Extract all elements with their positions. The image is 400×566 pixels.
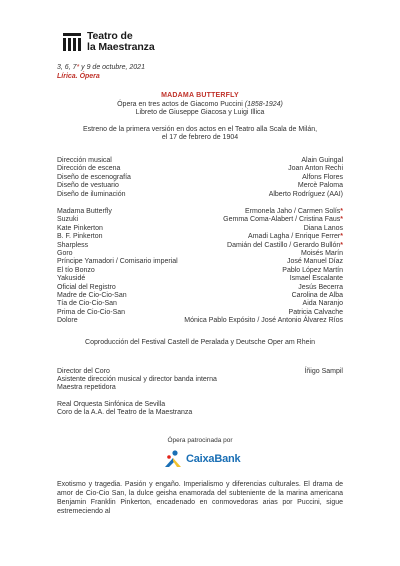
list-item: Príncipe Yamadori / Comisario imperial José Manuel Díaz <box>57 258 343 266</box>
list-item: Tía de Cio-Cio-San Aida Naranjo <box>57 300 343 308</box>
performance-dates: 3, 6, 7* y 9 de octubre, 2021 <box>57 64 145 71</box>
orchestra-name: Real Orquesta Sinfónica de Sevilla <box>57 401 166 408</box>
list-item: Prima de Cio-Cio-San Patricia Calvache <box>57 308 343 316</box>
premiere-date: el 17 de febrero de 1904 <box>161 134 239 141</box>
coproduction-note: Coproducción del Festival Castell de Peralada y Deutsche Oper am Rhein <box>85 339 315 346</box>
sponsor-label: Ópera patrocinada por <box>167 437 233 444</box>
list-item: Dolore Mónica Pablo Expósito / José Antonio Álvarez Ríos <box>57 317 343 325</box>
list-item: El tío Bonzo Pablo López Martín <box>57 266 343 274</box>
theatre-name: Teatro de la Maestranza <box>87 30 155 53</box>
list-item: Madre de Cio-Cio-San Carolina de Alba <box>57 291 343 299</box>
caixabank-wordmark: CaixaBank <box>186 453 241 465</box>
list-item: Dirección de escena Joan Anton Rechi <box>57 165 343 173</box>
credits-list <box>57 157 343 199</box>
list-item: Diseño de iluminación Alberto Rodríguez (AAI) <box>57 190 343 198</box>
assistant-director-label: Asistente dirección musical y director banda interna <box>57 376 217 383</box>
list-item: Suzuki Gemma Coma-Alabert / Cristina Faus* <box>57 216 343 224</box>
caixabank-star-icon <box>162 449 184 469</box>
list-item: Madama Butterfly Ermonela Jaho / Carmen Solís* <box>57 208 343 215</box>
description-paragraph: Exotismo y tragedia. Pasión y engaño. Imperialismo y diferencias culturales. El drama de amor de Cio-Cio San, la dulce geisha enamorada del subteniente de la marina americana Benjamin Franklin Pinkerton, encadenado en conmovedoras arias por Puccini, sigue estremeciendo al <box>57 481 343 515</box>
opera-title: MADAMA BUTTERFLY <box>161 92 239 99</box>
list-item: Sharpless Damián del Castillo / Gerardo Bullón* <box>57 241 343 249</box>
premiere-note: Estreno de la primera versión en dos actos en el Teatro alla Scala de Milán, <box>82 126 318 133</box>
genre-label: Lírica. Ópera <box>57 73 100 80</box>
repetiteur-label: Maestra repetidora <box>57 384 116 391</box>
cast-list <box>57 208 343 325</box>
list-item: B. F. Pinkerton Amadi Lagha / Enrique Ferrer* <box>57 233 343 241</box>
theatre-logo-icon <box>63 33 81 51</box>
list-item: Dirección musical Alain Guingal <box>57 157 343 164</box>
list-item: Yakusidé Ismael Escalante <box>57 275 343 283</box>
chorus-director-name: Íñigo Sampil <box>304 368 343 375</box>
choir-name: Coro de la A.A. del Teatro de la Maestranza <box>57 409 193 416</box>
list-item: Diseño de vestuario Mercè Paloma <box>57 182 343 190</box>
chorus-director-label: Director del Coro <box>57 368 110 375</box>
theatre-logo <box>63 31 155 53</box>
list-item: Kate Pinkerton Diana Lanos <box>57 224 343 232</box>
list-item: Oficial del Registro Jesús Becerra <box>57 283 343 291</box>
list-item: Goro Moisés Marín <box>57 249 343 257</box>
sponsor-logo <box>162 449 240 469</box>
opera-subtitle: Ópera en tres actos de Giacomo Puccini (1858-1924) <box>117 101 283 108</box>
libretto-credit: Libreto de Giuseppe Giacosa y Luigi Illica <box>135 109 265 116</box>
list-item: Diseño de escenografía Alfons Flores <box>57 173 343 181</box>
